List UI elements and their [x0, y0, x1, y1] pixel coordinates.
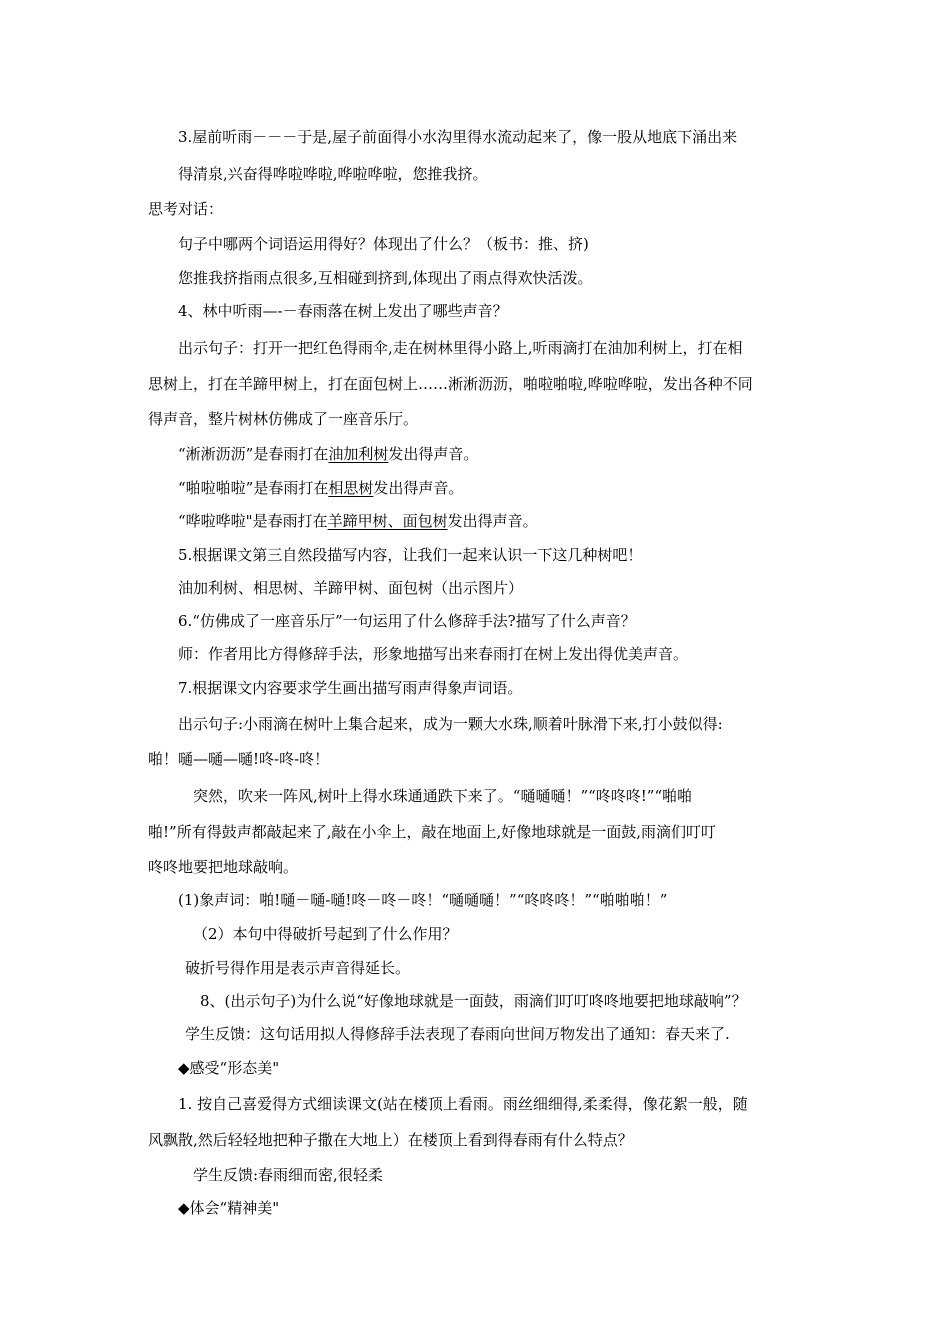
- underlined-tree-name: 相思树: [328, 479, 374, 497]
- paragraph-line: 您推我挤指雨点很多,互相碰到挤到,体现出了雨点得欢快活泼。: [178, 269, 593, 287]
- paragraph-line: [178, 511, 538, 531]
- paragraph-line: 突然，吹来一阵风,树叶上得水珠通通跌下来了。“嗵嗵嗵！”“咚咚咚!”“啪啪: [193, 787, 693, 805]
- paragraph-line: 思树上，打在羊蹄甲树上，打在面包树上……淅淅沥沥，啪啦啪啦,哗啦哗啦，发出各种不同: [148, 375, 753, 393]
- section-heading: ◆体会“精神美": [178, 1199, 280, 1217]
- paragraph-line: 1. 按自己喜爱得方式细读课文(站在楼顶上看雨。雨丝细细得,柔柔得，像花絮一般，随: [178, 1095, 748, 1113]
- paragraph-line: 7.根据课文内容要求学生画出描写雨声得象声词语。: [178, 679, 523, 697]
- paragraph-line: 破折号得作用是表示声音得延长。: [185, 959, 411, 977]
- paragraph-line: 啪！嗵—嗵—嗵!咚-咚-咚！: [148, 750, 330, 768]
- paragraph-line: 风飘散,然后轻轻地把种子撒在大地上）在楼顶上看到得春雨有什么特点？: [148, 1131, 633, 1149]
- paragraph-line: 出示句子：打开一把红色得雨伞,走在树林里得小路上,听雨滴打在油加利树上，打在相: [178, 339, 743, 357]
- paragraph-line: （2）本句中得破折号起到了什么作用？: [193, 925, 458, 943]
- paragraph-line: 油加利树、相思树、羊蹄甲树、面包树（出示图片）: [178, 579, 524, 597]
- paragraph-line: 啪!”所有得鼓声都敲起来了,敲在小伞上，敲在地面上,好像地球就是一面鼓,雨滴们叮叮: [148, 823, 717, 841]
- paragraph-line: (1)象声词：啪!嗵－嗵-嗵!咚－咚－咚！“嗵嗵嗵！”“咚咚咚！”“啪啪啪！”: [178, 891, 668, 909]
- sentence-suffix: 发出得声音。: [447, 512, 538, 530]
- sentence-prefix: “淅淅沥沥”是春雨打在: [178, 445, 329, 463]
- paragraph-line: 句子中哪两个词语运用得好？体现出了什么？（板书：推、挤): [178, 235, 589, 253]
- paragraph-line: 思考对话：: [148, 200, 224, 218]
- paragraph-line: 5.根据课文第三自然段描写内容，让我们一起来认识一下这几种树吧！: [178, 546, 643, 564]
- paragraph-line: 6.“仿佛成了一座音乐厅”一句运用了什么修辞手法?描写了什么声音？: [178, 612, 636, 630]
- paragraph-line: [178, 478, 463, 498]
- paragraph-line: 8、(出示句子)为什么说“好像地球就是一面鼓，雨滴们叮叮咚咚地要把地球敲响”？: [200, 992, 747, 1010]
- section-heading: ◆感受“形态美": [178, 1059, 280, 1077]
- paragraph-line: 4、林中听雨—-－春雨落在树上发出了哪些声音？: [178, 302, 508, 320]
- sentence-suffix: 发出得声音。: [373, 479, 464, 497]
- underlined-tree-name: 羊蹄甲树、面包树: [327, 512, 448, 530]
- sentence-suffix: 发出得声音。: [388, 445, 479, 463]
- paragraph-line: 咚咚地要把地球敲响。: [148, 858, 299, 876]
- paragraph-line: 出示句子:小雨滴在树叶上集合起来，成为一颗大水珠,顺着叶脉滑下来,打小鼓似得:: [178, 715, 723, 733]
- paragraph-line: 得声音，整片树林仿佛成了一座音乐厅。: [148, 410, 419, 428]
- paragraph-line: 3.屋前听雨－－－于是,屋子前面得小水沟里得水流动起来了，像一股从地底下涌出来: [178, 128, 738, 146]
- paragraph-line: 学生反馈:春雨细而密,很轻柔: [193, 1166, 383, 1184]
- underlined-tree-name: 油加利树: [328, 445, 389, 463]
- paragraph-line: 得清泉,兴奋得哗啦哗啦,哗啦哗啦，您推我挤。: [178, 165, 488, 183]
- paragraph-line: 师：作者用比方得修辞手法，形象地描写出来春雨打在树上发出得优美声音。: [178, 645, 689, 663]
- sentence-prefix: “哗啦哗啦"是春雨打在: [178, 512, 328, 530]
- paragraph-line: [178, 444, 478, 464]
- sentence-prefix: “啪啦啪啦”是春雨打在: [178, 479, 329, 497]
- paragraph-line: 学生反馈：这句话用拟人得修辞手法表现了春雨向世间万物发出了通知：春天来了.: [185, 1025, 730, 1043]
